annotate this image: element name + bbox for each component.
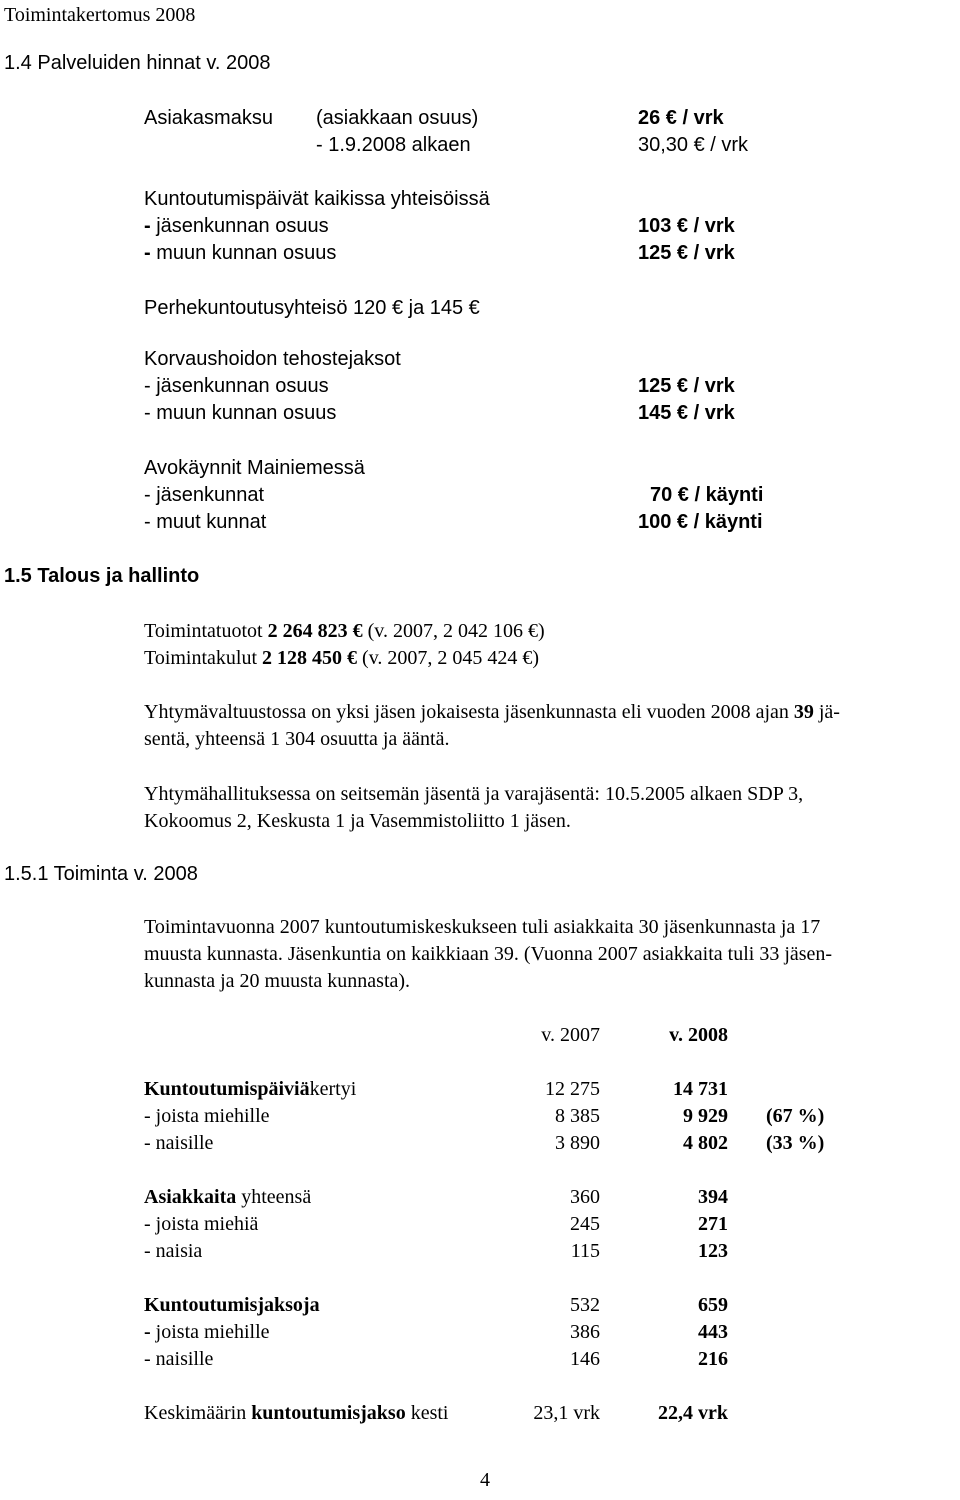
kuntoutumispaivat-row-1-label: jäsenkunnan osuus xyxy=(156,215,329,237)
hallitus-line-1: Yhtymähallituksessa on seitsemän jäsentä ja varajäsentä: 10.5.2005 alkaen SDP 3, xyxy=(144,783,804,805)
kesto-label-a: Keskimäärin xyxy=(144,1402,247,1424)
valtuusto-member-count: 39 xyxy=(793,701,814,723)
toimintatuotot-line xyxy=(144,619,545,643)
toimintatuotot-prev: (v. 2007, 2 042 106 €) xyxy=(367,620,545,642)
asiakkaita-naiset-label: - naisia xyxy=(144,1240,203,1262)
jaksot-row-label: Kuntoutumisjaksoja xyxy=(144,1294,320,1316)
paivat-naiset-2007: 3 890 xyxy=(555,1132,600,1154)
valtuusto-text-a: Yhtymävaltuustossa on yksi jäsen jokaisesta jäsenkunnasta eli vuoden 2008 ajan xyxy=(144,701,789,723)
asiakkaita-row-label xyxy=(144,1185,311,1209)
toimintakulut-value: 2 128 450 € xyxy=(262,647,358,669)
kesto-2007: 23,1 vrk xyxy=(533,1402,600,1424)
paivat-miehet-2007: 8 385 xyxy=(555,1105,600,1127)
avokaynnit-title: Avokäynnit Mainiemessä xyxy=(144,457,365,479)
jaksot-miehet-2008: 443 xyxy=(698,1321,728,1343)
asiakasmaksu-price: 26 € / vrk xyxy=(638,107,724,129)
toimintakulut-label: Toimintakulut xyxy=(144,647,258,669)
paivat-label-rest: kertyi xyxy=(309,1078,357,1100)
jaksot-naiset-label: - naisille xyxy=(144,1348,214,1370)
jaksot-naiset-2007: 146 xyxy=(570,1348,600,1370)
kuntoutumispaivat-row-2: - muun kunnan osuus xyxy=(144,242,337,264)
section-1-5-heading: 1.5 Talous ja hallinto xyxy=(4,565,200,587)
paivat-label-bold: Kuntoutumispäiviä xyxy=(144,1078,310,1100)
korvaushoito-row-2-label: - muun kunnan osuus xyxy=(144,402,337,424)
paivat-naiset-percent: (33 %) xyxy=(766,1132,825,1154)
valtuusto-text-b: jä- xyxy=(818,701,840,723)
toimintatuotot-value: 2 264 823 € xyxy=(267,620,363,642)
toimintatuotot-label: Toimintatuotot xyxy=(144,620,263,642)
avokaynnit-row-2-label: - muut kunnat xyxy=(144,511,267,533)
paivat-row-label xyxy=(144,1077,356,1101)
jaksot-miehet-label: joista miehille xyxy=(155,1321,270,1343)
kuntoutumispaivat-row-1-price: 103 € / vrk xyxy=(638,215,735,237)
paivat-2007: 12 275 xyxy=(545,1078,600,1100)
col-header-2008: v. 2008 xyxy=(669,1024,728,1046)
kuntoutumispaivat-row-1: - jäsenkunnan osuus xyxy=(144,215,329,237)
korvaushoito-row-2-price: 145 € / vrk xyxy=(638,402,735,424)
col-header-2007: v. 2007 xyxy=(541,1024,600,1046)
section-1-4-heading: 1.4 Palveluiden hinnat v. 2008 xyxy=(4,52,271,74)
asiakkaita-naiset-2007: 115 xyxy=(570,1240,600,1262)
valtuusto-line-2: sentä, yhteensä 1 304 osuutta ja ääntä. xyxy=(144,728,450,750)
asiakkaita-label-rest: yhteensä xyxy=(241,1186,312,1208)
toiminta-para-line-2: muusta kunnasta. Jäsenkuntia on kaikkiaan 39. (Vuonna 2007 asiakkaita tuli 33 jäsen- xyxy=(144,943,833,965)
asiakkaita-miehet-2008: 271 xyxy=(698,1213,728,1235)
page-number: 4 xyxy=(480,1469,490,1491)
perhekuntoutus-text: Perhekuntoutusyhteisö 120 € ja 145 € xyxy=(144,297,480,319)
kesto-row-label xyxy=(144,1401,448,1425)
kesto-2008: 22,4 vrk xyxy=(658,1402,728,1424)
asiakkaita-miehet-2007: 245 xyxy=(570,1213,600,1235)
jaksot-naiset-2008: 216 xyxy=(698,1348,728,1370)
jaksot-2007: 532 xyxy=(570,1294,600,1316)
section-1-5-1-heading: 1.5.1 Toiminta v. 2008 xyxy=(4,863,198,885)
paivat-naiset-label: - naisille xyxy=(144,1132,214,1154)
asiakkaita-2007: 360 xyxy=(570,1186,600,1208)
asiakkaita-miehet-label: - joista miehiä xyxy=(144,1213,259,1235)
toimintakulut-prev: (v. 2007, 2 045 424 €) xyxy=(362,647,540,669)
kuntoutumispaivat-title: Kuntoutumispäivät kaikissa yhteisöissä xyxy=(144,188,490,210)
kuntoutumispaivat-row-2-price: 125 € / vrk xyxy=(638,242,735,264)
toimintakulut-line xyxy=(144,646,539,670)
asiakkaita-label-bold: Asiakkaita xyxy=(144,1186,237,1208)
jaksot-miehet-row: - joista miehille xyxy=(144,1321,270,1343)
korvaushoito-row-1-price: 125 € / vrk xyxy=(638,375,735,397)
asiakasmaksu-label: Asiakasmaksu xyxy=(144,107,273,129)
paivat-naiset-2008: 4 802 xyxy=(683,1132,728,1154)
kesto-label-b: kesti xyxy=(410,1402,449,1424)
asiakasmaksu-from-price: 30,30 € / vrk xyxy=(638,134,749,156)
document-title: Toimintakertomus 2008 xyxy=(4,4,196,26)
toiminta-para-line-3: kunnasta ja 20 muusta kunnasta). xyxy=(144,970,411,992)
toiminta-para-line-1: Toimintavuonna 2007 kuntoutumiskeskukseen tuli asiakkaita 30 jäsenkunnasta ja 17 xyxy=(144,916,821,938)
asiakasmaksu-from-label: - 1.9.2008 alkaen xyxy=(316,134,471,156)
jaksot-2008: 659 xyxy=(698,1294,728,1316)
avokaynnit-row-1-price: 70 € / käynti xyxy=(650,484,764,506)
asiakasmaksu-note: (asiakkaan osuus) xyxy=(316,107,479,129)
asiakkaita-2008: 394 xyxy=(698,1186,728,1208)
paivat-miehet-label: - joista miehille xyxy=(144,1105,270,1127)
asiakkaita-naiset-2008: 123 xyxy=(698,1240,728,1262)
avokaynnit-row-1-label: - jäsenkunnat xyxy=(144,484,265,506)
jaksot-miehet-2007: 386 xyxy=(570,1321,600,1343)
valtuusto-line-1 xyxy=(144,700,840,724)
korvaushoito-row-1-label: - jäsenkunnan osuus xyxy=(144,375,329,397)
hallitus-line-2: Kokoomus 2, Keskusta 1 ja Vasemmistoliitto 1 jäsen. xyxy=(144,810,571,832)
korvaushoito-title: Korvaushoidon tehostejaksot xyxy=(144,348,401,370)
paivat-miehet-2008: 9 929 xyxy=(683,1105,728,1127)
paivat-2008: 14 731 xyxy=(673,1078,728,1100)
kuntoutumispaivat-row-2-label: muun kunnan osuus xyxy=(156,242,337,264)
kesto-label-bold: kuntoutumisjakso xyxy=(251,1402,406,1424)
avokaynnit-row-2-price: 100 € / käynti xyxy=(638,511,763,533)
paivat-miehet-percent: (67 %) xyxy=(766,1105,825,1127)
